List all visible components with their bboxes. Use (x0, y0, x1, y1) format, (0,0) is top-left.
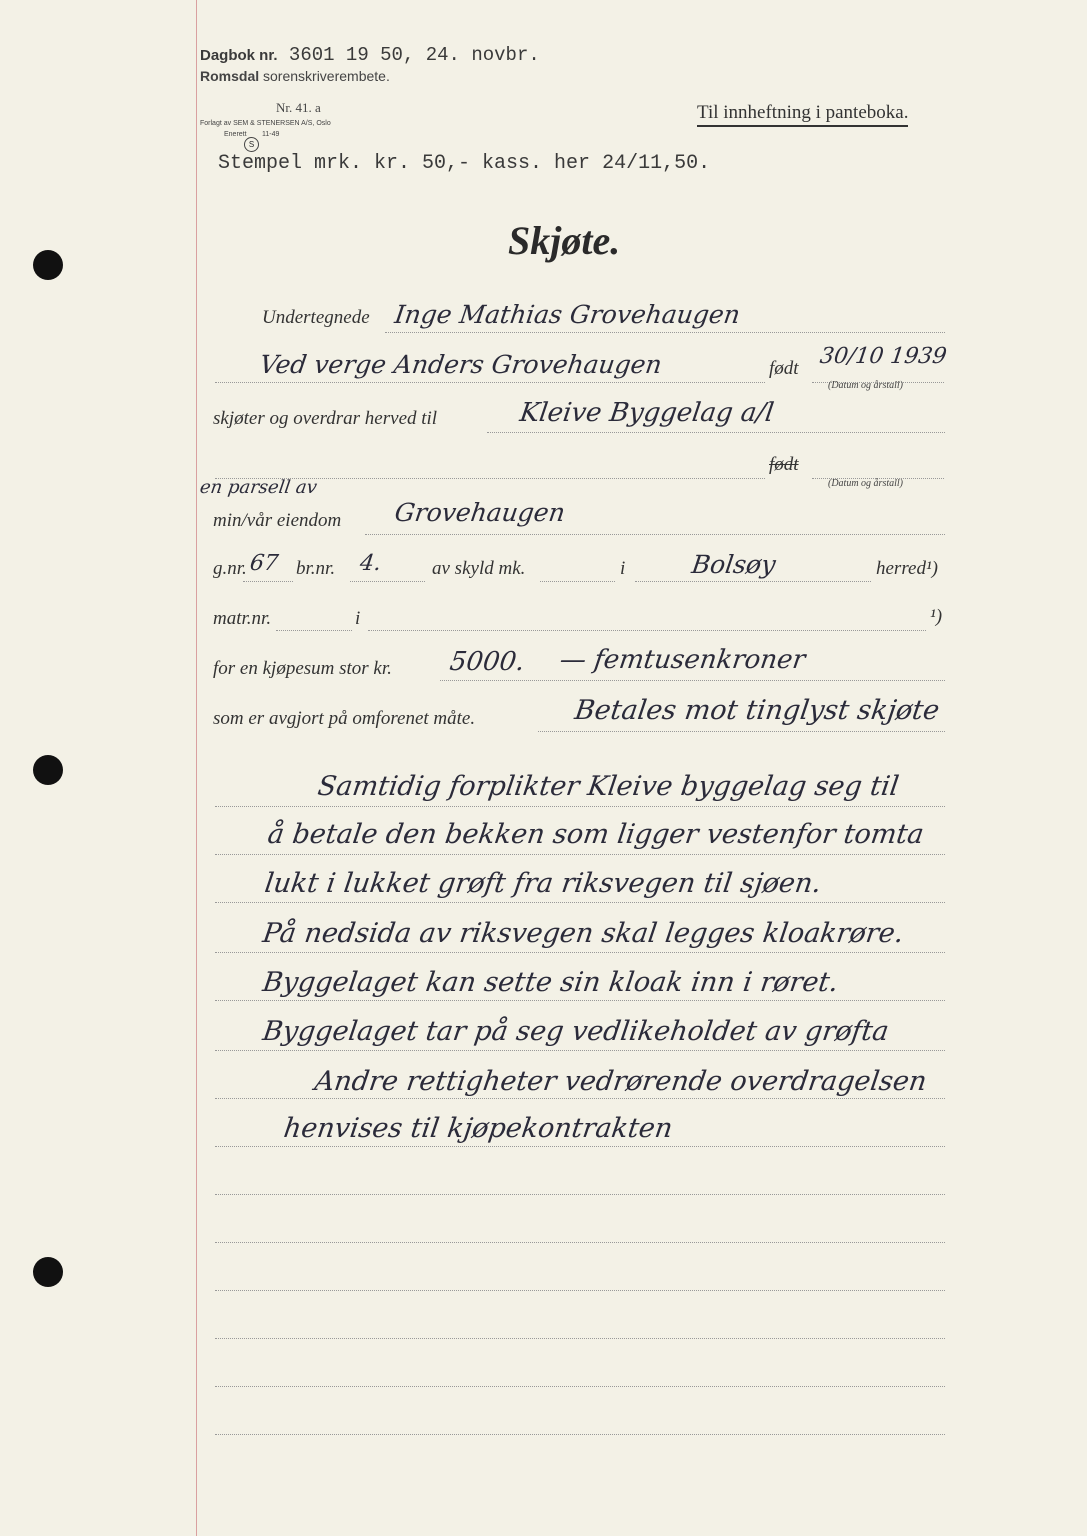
punch-hole-top (33, 250, 63, 280)
herred-rule (635, 581, 871, 582)
gnr-value: 67 (248, 551, 280, 576)
handwritten-line-5: Byggelaget kan sette sin kloak inn i røret. (260, 967, 841, 998)
blank-rule-5 (215, 1386, 945, 1387)
publisher-line-2b: 11-49 (262, 131, 280, 138)
margin-line (196, 0, 197, 1536)
stamp-line: Stempel mrk. kr. 50,- kass. her 24/11,50. (218, 152, 711, 175)
publisher-logo-icon: S (244, 137, 259, 152)
datum-note-2: (Datum og årstall) (828, 478, 903, 489)
matr-i-rule (368, 630, 926, 631)
kjopesum-label: for en kjøpesum stor kr. (213, 658, 392, 679)
eiendom-label: min/vår eiendom (213, 510, 342, 531)
gnr-label: g.nr. (213, 558, 247, 579)
matr-rule (276, 630, 352, 631)
dagbok-line (200, 44, 540, 66)
guardian-value: Ved verge Anders Grovehaugen (257, 350, 664, 379)
avgjort-label: som er avgjort på omforenet måte. (213, 708, 476, 729)
body-rule-2 (215, 854, 945, 855)
eiendom-value: Grovehaugen (392, 498, 567, 527)
handwritten-line-2: å betale den bekken som ligger vestenfor tomta (265, 819, 926, 850)
body-rule-3 (215, 902, 945, 903)
punch-hole-bottom (33, 1257, 63, 1287)
eiendom-rule (365, 534, 945, 535)
publisher-line-1: Forlagt av SEM & STENERSEN A/S, Oslo (200, 120, 331, 127)
datum-note-1: (Datum og årstall) (828, 380, 903, 391)
blank-rule-2 (215, 1242, 945, 1243)
brnr-value: 4. (358, 551, 383, 576)
fodt-label-2: født (769, 454, 799, 475)
herred-label: herred¹) (876, 558, 938, 579)
herred-value: Bolsøy (689, 550, 778, 579)
skyld-rule (540, 581, 615, 582)
kjopesum-rule (440, 680, 945, 681)
avgjort-value: Betales mot tinglyst skjøte (572, 695, 942, 726)
guardian-rule (215, 382, 765, 383)
punch-hole-middle (33, 755, 63, 785)
brnr-label: br.nr. (296, 558, 336, 579)
body-rule-1 (215, 806, 945, 807)
kjopesum-words: — femtusenkroner (557, 645, 808, 675)
undertegnede-rule (385, 332, 945, 333)
dagbok-prefix: Dagbok nr. (200, 47, 278, 64)
matr-label: matr.nr. (213, 608, 272, 629)
parsell-note: en parsell av (198, 477, 319, 498)
blank-rule-1 (215, 1194, 945, 1195)
handwritten-line-1: Samtidig forplikter Kleive byggelag seg til (315, 771, 901, 802)
form-number: Nr. 41. a (276, 100, 321, 115)
undertegnede-label: Undertegnede (262, 307, 370, 328)
fodt-label: født (769, 358, 799, 379)
body-rule-4 (215, 952, 945, 953)
blank-rule-6 (215, 1434, 945, 1435)
body-rule-8 (215, 1146, 945, 1147)
body-rule-5 (215, 1000, 945, 1001)
buyer-rule (487, 432, 945, 433)
body-rule-7 (215, 1098, 945, 1099)
buyer-value: Kleive Byggelag a/l (517, 398, 776, 428)
skyld-label: av skyld mk. (432, 558, 526, 579)
handwritten-line-7: Andre rettigheter vedrørende overdragelsen (312, 1066, 929, 1097)
kjopesum-value: 5000. (447, 647, 527, 677)
brnr-rule (350, 581, 425, 582)
undertegnede-value: Inge Mathias Grovehaugen (392, 300, 742, 329)
office-line (200, 68, 390, 84)
handwritten-line-4: På nedsida av riksvegen skal legges kloakrøre. (260, 918, 906, 949)
office-rest: sorenskriverembete. (263, 68, 390, 84)
handwritten-line-3: lukt i lukket grøft fra riksvegen til sjøen. (262, 868, 824, 899)
blank-rule-3 (215, 1290, 945, 1291)
dagbok-entry: 3601 19 50, 24. novbr. (288, 44, 540, 66)
i-label: i (620, 558, 626, 579)
avgjort-rule (538, 731, 945, 732)
gnr-rule (243, 581, 293, 582)
skjoter-label: skjøter og overdrar herved til (213, 408, 438, 429)
binding-note: Til innheftning i panteboka. (697, 102, 908, 127)
page-title: Skjøte. (508, 218, 621, 263)
office-name: Romsdal (200, 68, 260, 84)
body-rule-6 (215, 1050, 945, 1051)
publisher-line-2a: Enerett (224, 131, 247, 138)
fodt-value: 30/10 1939 (818, 344, 949, 369)
handwritten-line-6: Byggelaget tar på seg vedlikeholdet av grøfta (260, 1016, 891, 1047)
blank-rule-4 (215, 1338, 945, 1339)
handwritten-line-8: henvises til kjøpekontrakten (281, 1113, 675, 1144)
matr-i-label: i (355, 608, 361, 629)
matr-end: ¹) (930, 606, 943, 627)
